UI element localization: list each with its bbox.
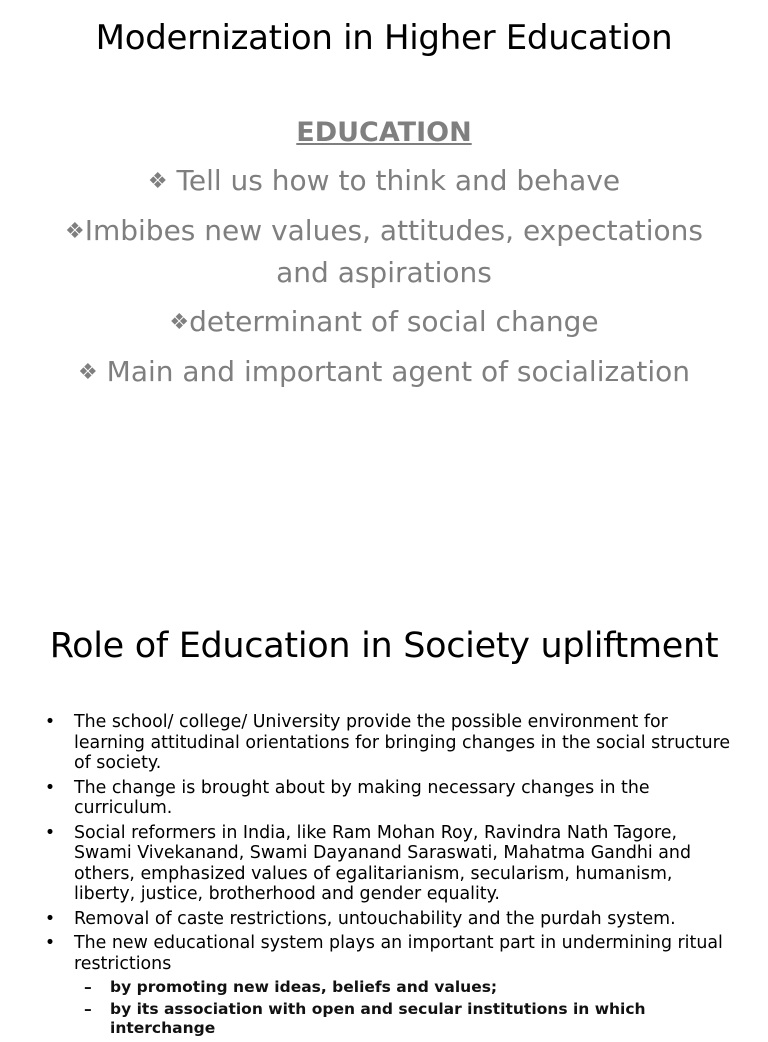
education-point (40, 351, 728, 393)
slide-title: Modernization in Higher Education (95, 18, 673, 58)
bullet-dot-icon: • (44, 777, 56, 798)
slide-role-of-education (0, 560, 768, 1037)
sub-list-item (74, 1000, 734, 1038)
point-text: determinant of social change (189, 305, 599, 338)
list-item (44, 712, 734, 774)
bullet-text: Social reformers in India, like Ram Mohan Roy, Ravindra Nath Tagore, Swami Vivekanand, Swami Dayanand Saraswati, Mahatma Gandhi and others, emphasized values of egalitarianism, secularism, humanism, liberty, justice, brotherhood and gender equality. (74, 822, 691, 904)
bullet-text: The new educational system plays an important part in undermining ritual restrictions (74, 933, 723, 974)
diamond-bullet-icon: ❖ (78, 360, 98, 385)
bullet-text: The change is brought about by making necessary changes in the curriculum. (74, 777, 650, 818)
diamond-bullet-icon: ❖ (169, 310, 190, 335)
dash-bullet-icon: – (84, 978, 92, 996)
slide-title: Role of Education in Society upliftment (49, 626, 719, 666)
point-text: Tell us how to think and behave (176, 164, 621, 197)
bullet-text: Removal of caste restrictions, untouchability and the purdah system. (74, 908, 676, 929)
sub-bullet-list (74, 978, 734, 1038)
sub-bullet-text: by promoting new ideas, beliefs and values; (110, 978, 498, 996)
list-item (44, 823, 734, 905)
list-item (44, 778, 734, 819)
list-item (44, 933, 734, 1038)
diamond-bullet-icon: ❖ (64, 219, 85, 244)
bullet-text: The school/ college/ University provide the possible environment for learning attitudinal orientations for bringing changes in the social structure of society. (74, 712, 731, 773)
sub-bullet-text: by its association with open and secular institutions in which interchange (110, 1000, 646, 1037)
role-bullet-list (44, 712, 734, 1042)
education-point (40, 160, 728, 202)
education-points (40, 112, 728, 401)
education-point (40, 301, 728, 343)
bullet-dot-icon: • (44, 822, 56, 843)
bullet-dot-icon: • (44, 908, 56, 929)
bullet-dot-icon: • (44, 712, 56, 732)
dash-bullet-icon: – (84, 1000, 92, 1018)
list-item (44, 909, 734, 930)
sub-list-item (74, 978, 734, 997)
diamond-bullet-icon: ❖ (147, 169, 168, 194)
education-point (40, 210, 728, 293)
education-subheading: EDUCATION (296, 117, 472, 148)
point-text: Main and important agent of socialization (106, 355, 690, 388)
point-text: Imbibes new values, attitudes, expectations and aspirations (84, 214, 704, 289)
bullet-dot-icon: • (44, 933, 56, 953)
